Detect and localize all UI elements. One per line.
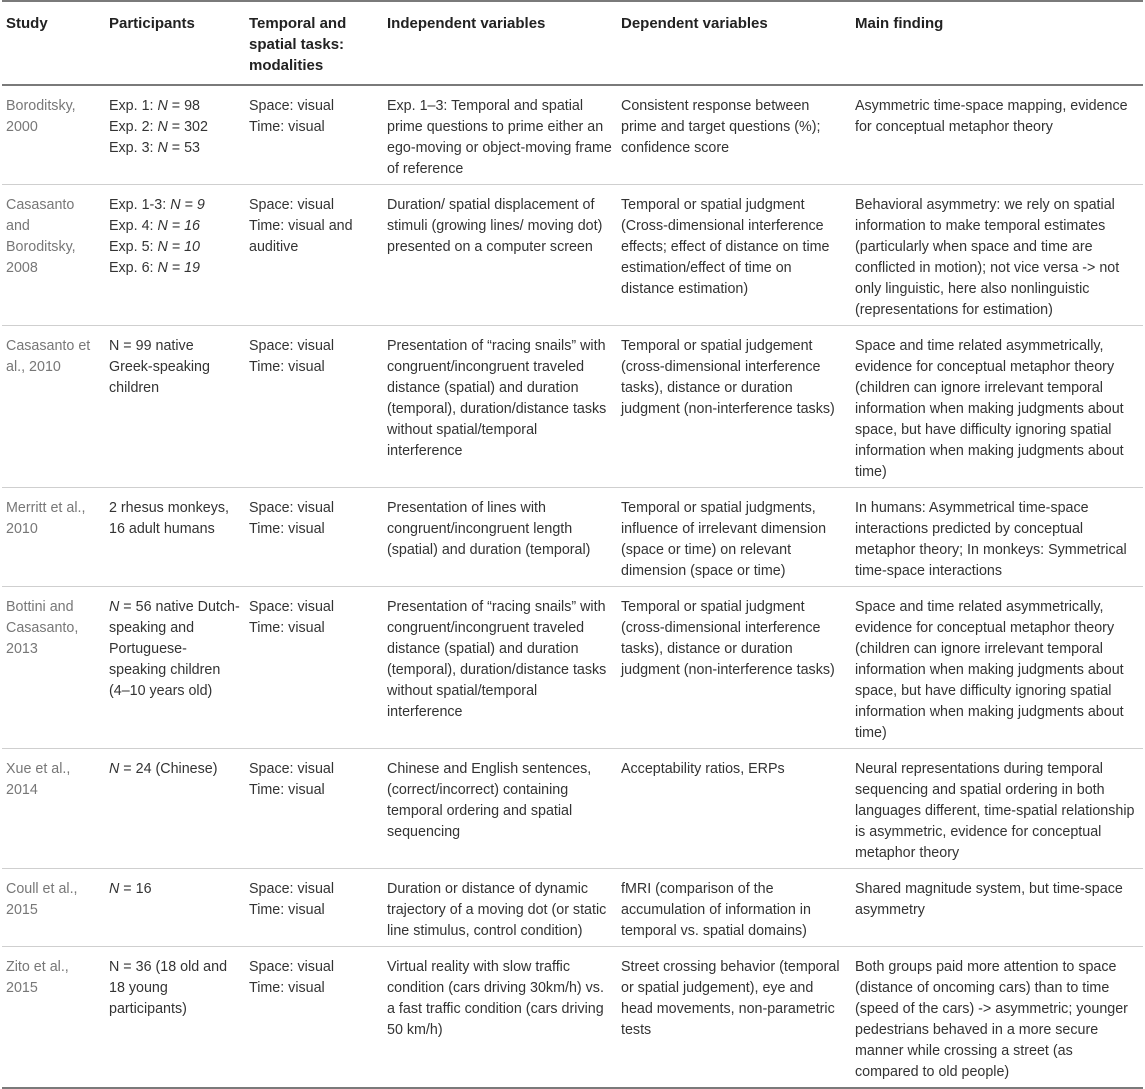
participants-post: = 53 (167, 140, 201, 156)
participants-line (109, 96, 241, 117)
cell-modalities (245, 587, 383, 749)
participants-pre: Exp. 1-3: (109, 197, 171, 213)
participants-pre: Exp. 6: (109, 260, 158, 276)
header-independent-variables: Independent variables (387, 15, 546, 32)
participants-pre: Exp. 1: (109, 98, 158, 114)
cell-participants (105, 947, 245, 1089)
participants-pre: Exp. 3: (109, 140, 158, 156)
cell-main-finding: Shared magnitude system, but time-space asymmetry (855, 881, 1123, 918)
cell-main-finding: Asymmetric time-space mapping, evidence for conceptual metaphor theory (855, 98, 1128, 135)
cell-study: Boroditsky, 2000 (6, 98, 76, 135)
participants-post: = 302 (167, 119, 208, 135)
cell-study: Casasanto et al., 2010 (6, 338, 91, 375)
cell-participants (105, 326, 245, 488)
participants-post: = 24 (Chinese) (119, 761, 218, 777)
table-row (2, 869, 1143, 947)
participants-line (109, 597, 241, 702)
cell-modalities (245, 326, 383, 488)
modality-line: Space: visual (249, 959, 335, 975)
cell-study: Casasanto and Boroditsky, 2008 (6, 197, 76, 276)
modality-line: Time: visual (249, 620, 325, 636)
table-row (2, 488, 1143, 587)
participants-pre: Exp. 4: (109, 218, 158, 234)
modality-line: Space: visual (249, 881, 335, 897)
modality-line: Time: visual (249, 782, 325, 798)
participants-line (109, 498, 241, 540)
cell-independent-variables: Virtual reality with slow traffic condition (cars driving 30km/h) vs. a fast traffic condition (cars driving 50 km/h) (387, 959, 604, 1038)
modality-line: Time: visual (249, 902, 325, 918)
cell-dependent-variables: Acceptability ratios, ERPs (621, 761, 785, 777)
studies-table (2, 0, 1143, 1089)
cell-independent-variables: Duration or distance of dynamic trajectory of a moving dot (or static line stimulus, control condition) (387, 881, 607, 939)
table-row (2, 326, 1143, 488)
participants-em: N (157, 140, 168, 156)
participants-pre: 2 rhesus monkeys, 16 adult humans (109, 500, 229, 537)
participants-pre: N = 99 native Greek-speaking children (109, 338, 210, 396)
participants-line (109, 237, 241, 258)
cell-main-finding: In humans: Asymmetrical time-space interactions predicted by conceptual metaphor theory; In monkeys: Symmetrical time-space interactions (855, 500, 1127, 579)
cell-main-finding: Both groups paid more attention to space (distance of oncoming cars) than to time (speed of the cars) -> asymmetric; younger pedestrians behaved in a more secure manner while crossing a street (as compared to old people) (855, 959, 1128, 1080)
cell-independent-variables: Chinese and English sentences, (correct/incorrect) containing temporal ordering and spatial sequencing (387, 761, 592, 840)
modality-line: Time: visual and auditive (249, 218, 353, 255)
modality-line: Space: visual (249, 338, 335, 354)
modality-line: Space: visual (249, 761, 335, 777)
participants-pre: N = 36 (18 old and 18 young participants) (109, 959, 228, 1017)
header-main-finding: Main finding (855, 15, 944, 32)
participants-line (109, 195, 241, 216)
cell-main-finding: Neural representations during temporal sequencing and spatial ordering in both languages different, time-spatial relationship is asymmetric, evidence for conceptual metaphor theory (855, 761, 1135, 861)
participants-line (109, 759, 241, 780)
cell-main-finding: Behavioral asymmetry: we rely on spatial information to make temporal estimates (particularly when space and time are conflicted in motion); not vice versa -> not only linguistic, here also nonlinguistic (representations for estimation) (855, 197, 1120, 318)
participants-em: N (157, 98, 168, 114)
participants-em: N = 16 (157, 218, 201, 234)
cell-participants (105, 488, 245, 587)
participants-em: N (109, 761, 120, 777)
participants-pre: Exp. 5: (109, 239, 158, 255)
participants-line (109, 336, 241, 399)
table-header-row (2, 1, 1143, 85)
participants-line (109, 258, 241, 279)
modality-line: Time: visual (249, 359, 325, 375)
cell-study: Bottini and Casasanto, 2013 (6, 599, 79, 657)
cell-participants (105, 869, 245, 947)
participants-em: N = 19 (157, 260, 201, 276)
modality-line: Time: visual (249, 521, 325, 537)
modality-line: Space: visual (249, 599, 335, 615)
cell-dependent-variables: Street crossing behavior (temporal or spatial judgement), eye and head movements, non-parametric tests (621, 959, 840, 1038)
table-row (2, 749, 1143, 869)
table-body (2, 85, 1143, 1088)
modality-line: Time: visual (249, 980, 325, 996)
participants-em: N (109, 881, 120, 897)
modality-line: Space: visual (249, 500, 335, 516)
table-row (2, 947, 1143, 1089)
cell-independent-variables: Presentation of “racing snails” with congruent/incongruent traveled distance (spatial) and duration (temporal), duration/distance tasks without spatial/temporal interference (387, 338, 607, 459)
header-study: Study (6, 15, 48, 32)
modality-line: Time: visual (249, 119, 325, 135)
cell-modalities (245, 749, 383, 869)
participants-em: N = 9 (170, 197, 205, 213)
participants-post: = 56 native Dutch-speaking and Portuguese-speaking children (4–10 years old) (109, 599, 240, 699)
table-row (2, 587, 1143, 749)
header-participants: Participants (109, 15, 195, 32)
participants-pre: Exp. 2: (109, 119, 158, 135)
header-dependent-variables: Dependent variables (621, 15, 768, 32)
table-row (2, 85, 1143, 185)
cell-independent-variables: Presentation of “racing snails” with congruent/incongruent traveled distance (spatial) and duration (temporal), duration/distance tasks without spatial/temporal interference (387, 599, 607, 720)
cell-participants (105, 85, 245, 185)
participants-em: N = 10 (157, 239, 201, 255)
cell-dependent-variables: Temporal or spatial judgments, influence of irrelevant dimension (space or time) on relevant dimension (space or time) (621, 500, 827, 579)
cell-dependent-variables: fMRI (comparison of the accumulation of information in temporal vs. spatial domains) (621, 881, 811, 939)
modality-line: Space: visual (249, 98, 335, 114)
cell-main-finding: Space and time related asymmetrically, evidence for conceptual metaphor theory (children can ignore irrelevant temporal information when making judgments about space, but have difficulty ignoring spatial information when making judgments about time) (855, 338, 1124, 480)
cell-independent-variables: Presentation of lines with congruent/incongruent length (spatial) and duration (temporal) (387, 500, 591, 558)
cell-dependent-variables: Consistent response between prime and target questions (%); confidence score (621, 98, 821, 156)
cell-independent-variables: Exp. 1–3: Temporal and spatial prime questions to prime either an ego-moving or object-moving frame of reference (387, 98, 612, 177)
modality-line: Space: visual (249, 197, 335, 213)
participants-line (109, 216, 241, 237)
cell-modalities (245, 869, 383, 947)
cell-study: Coull et al., 2015 (6, 881, 78, 918)
participants-em: N (109, 599, 120, 615)
cell-participants (105, 749, 245, 869)
cell-study: Merritt et al., 2010 (6, 500, 86, 537)
participants-line (109, 117, 241, 138)
cell-modalities (245, 185, 383, 326)
header-modalities: Temporal and spatial tasks: modalities (249, 15, 347, 74)
cell-participants (105, 587, 245, 749)
participants-line (109, 957, 241, 1020)
participants-post: = 98 (167, 98, 201, 114)
cell-main-finding: Space and time related asymmetrically, evidence for conceptual metaphor theory (children can ignore irrelevant temporal information when making judgments about space, but have difficulty ignoring spatial information when making judgments about time) (855, 599, 1124, 741)
cell-study: Xue et al., 2014 (6, 761, 71, 798)
participants-em: N (157, 119, 168, 135)
cell-dependent-variables: Temporal or spatial judgement (cross-dimensional interference tasks), distance or duration judgment (non-interference tasks) (621, 338, 835, 417)
participants-line (109, 138, 241, 159)
participants-post: = 16 (119, 881, 152, 897)
table-row (2, 185, 1143, 326)
cell-study: Zito et al., 2015 (6, 959, 69, 996)
cell-independent-variables: Duration/ spatial displacement of stimuli (growing lines/ moving dot) presented on a computer screen (387, 197, 603, 255)
cell-dependent-variables: Temporal or spatial judgment (Cross-dimensional interference effects; effect of distance on time estimation/effect of time on distance estimation) (621, 197, 830, 297)
cell-participants (105, 185, 245, 326)
cell-modalities (245, 85, 383, 185)
cell-dependent-variables: Temporal or spatial judgment (cross-dimensional interference tasks), distance or duration judgment (non-interference tasks) (621, 599, 835, 678)
cell-modalities (245, 488, 383, 587)
cell-modalities (245, 947, 383, 1089)
participants-line (109, 879, 241, 900)
